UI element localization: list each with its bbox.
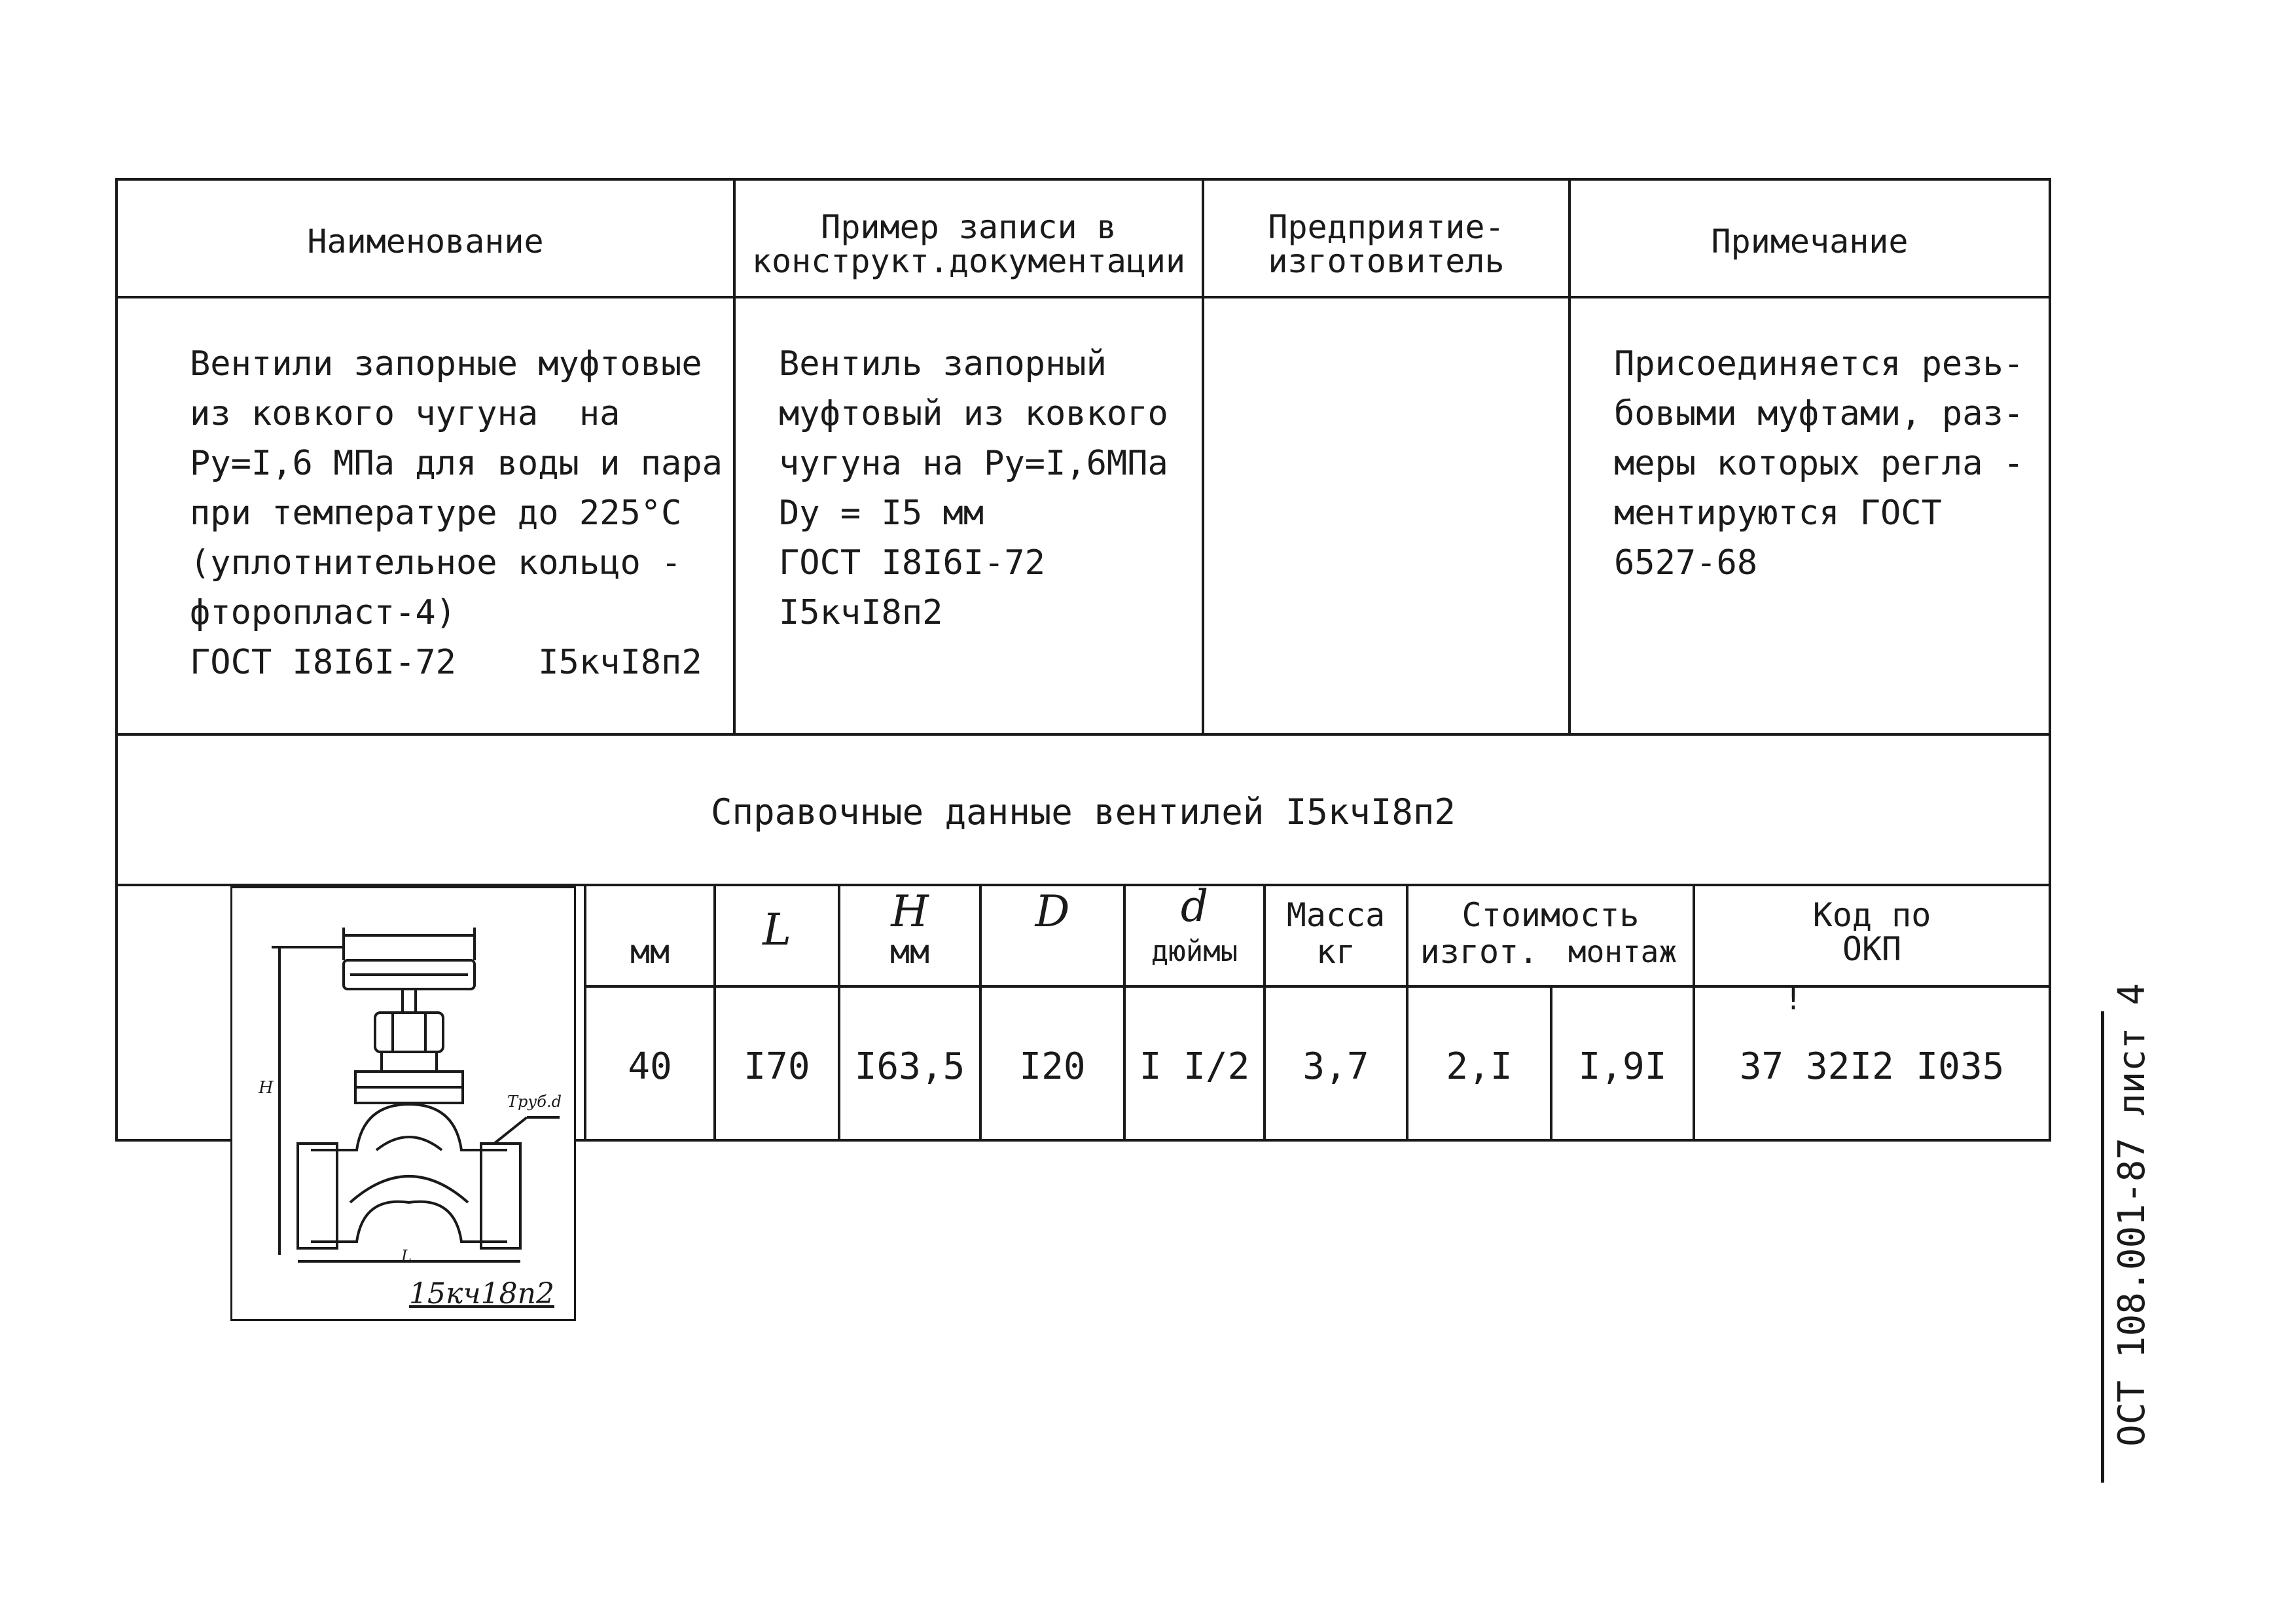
name-line: при температуре до 225°С (190, 494, 682, 533)
valve-sketch (232, 888, 574, 1268)
note-line: меры которых регла - (1614, 444, 2024, 483)
value-l: I70 (744, 1045, 810, 1088)
header-note: Примечание (1711, 223, 1909, 261)
row-bottom-border (115, 733, 2051, 736)
note-line: Присоединяется резь- (1614, 344, 2024, 384)
spec-header-okp-1: Код по (1812, 896, 1931, 934)
spec-header-cost-mount: монтаж (1568, 934, 1677, 969)
header-example-1: Пример записи в (821, 208, 1117, 246)
spec-header-okp-2: ОКП (1842, 930, 1902, 968)
note-line: ментируются ГОСТ (1614, 494, 1942, 533)
value-d-small: I I/2 (1139, 1045, 1250, 1088)
header-name: Наименование (307, 223, 544, 261)
spec-header-d-small-unit: дюймы (1151, 935, 1238, 968)
value-okp: 37 32I2 I035 (1739, 1045, 2005, 1088)
reference-title: Справочные данные вентилей I5кчI8п2 (711, 791, 1456, 833)
okp-mark: ! (1784, 981, 1803, 1017)
name-line: Pу=I,6 МПа для воды и пара (190, 444, 723, 483)
table-right-border (2049, 178, 2051, 1142)
value-cost-make: 2,I (1446, 1045, 1513, 1088)
name-line: ГОСТ I8I6I-72 I5кчI8п2 (190, 643, 702, 682)
side-stamp: ОСТ 108.001-87 лист 4 (2111, 983, 2153, 1447)
header-maker-2: изготовитель (1268, 242, 1505, 280)
example-line: чугуна на Pу=I,6МПа (779, 444, 1168, 483)
spec-header-cost: Стоимость (1462, 896, 1640, 934)
value-dy: 40 (628, 1045, 672, 1088)
example-line: муфтовый из ковкого (779, 394, 1168, 433)
value-mass: 3,7 (1302, 1045, 1369, 1088)
value-h: I63,5 (854, 1045, 965, 1088)
table-left-border (115, 178, 118, 1142)
drawing-label-h: H (259, 1078, 274, 1098)
spec-header-d-small: d (1180, 881, 1209, 931)
spec-header-l: L (762, 905, 791, 955)
spec-header-bottom-border (584, 985, 2051, 988)
example-line: I5кчI8п2 (779, 593, 943, 632)
name-line: фторопласт-4) (190, 593, 456, 632)
note-line: 6527-68 (1614, 543, 1758, 583)
spec-header-h-unit: мм (889, 933, 930, 971)
value-d: I20 (1019, 1045, 1086, 1088)
table-top-border (115, 178, 2051, 181)
valve-drawing (230, 886, 576, 1321)
drawing-label-l: L (401, 1247, 412, 1265)
spec-header-d: D (1035, 886, 1070, 937)
header-maker-1: Предприятие- (1268, 208, 1505, 246)
note-line: бовыми муфтами, раз- (1614, 394, 2024, 433)
spec-header-dy-unit: мм (630, 933, 670, 971)
example-line: ГОСТ I8I6I-72 (779, 543, 1045, 583)
col-divider-3 (1568, 178, 1571, 734)
drawing-caption: 15кч18п2 (409, 1277, 554, 1310)
name-line: (уплотнительное кольцо - (190, 543, 682, 583)
example-line: Вентиль запорный (779, 344, 1107, 384)
spec-header-mass: Масса (1286, 896, 1386, 934)
drawing-label-pipe: Труб.d (507, 1092, 562, 1111)
value-cost-mount: I,9I (1578, 1045, 1667, 1088)
header-bottom-border (115, 296, 2051, 298)
spec-header-mass-unit: кг (1316, 933, 1356, 971)
name-line: Вентили запорные муфтовые (190, 344, 702, 384)
header-example-2: конструкт.документации (751, 242, 1186, 280)
spec-header-cost-make: изгот. (1420, 933, 1539, 971)
example-line: Dу = I5 мм (779, 494, 984, 533)
name-line: из ковкого чугуна на (190, 394, 620, 433)
spec-header-h: H (891, 886, 929, 937)
spec-divider-dy (584, 884, 586, 1142)
